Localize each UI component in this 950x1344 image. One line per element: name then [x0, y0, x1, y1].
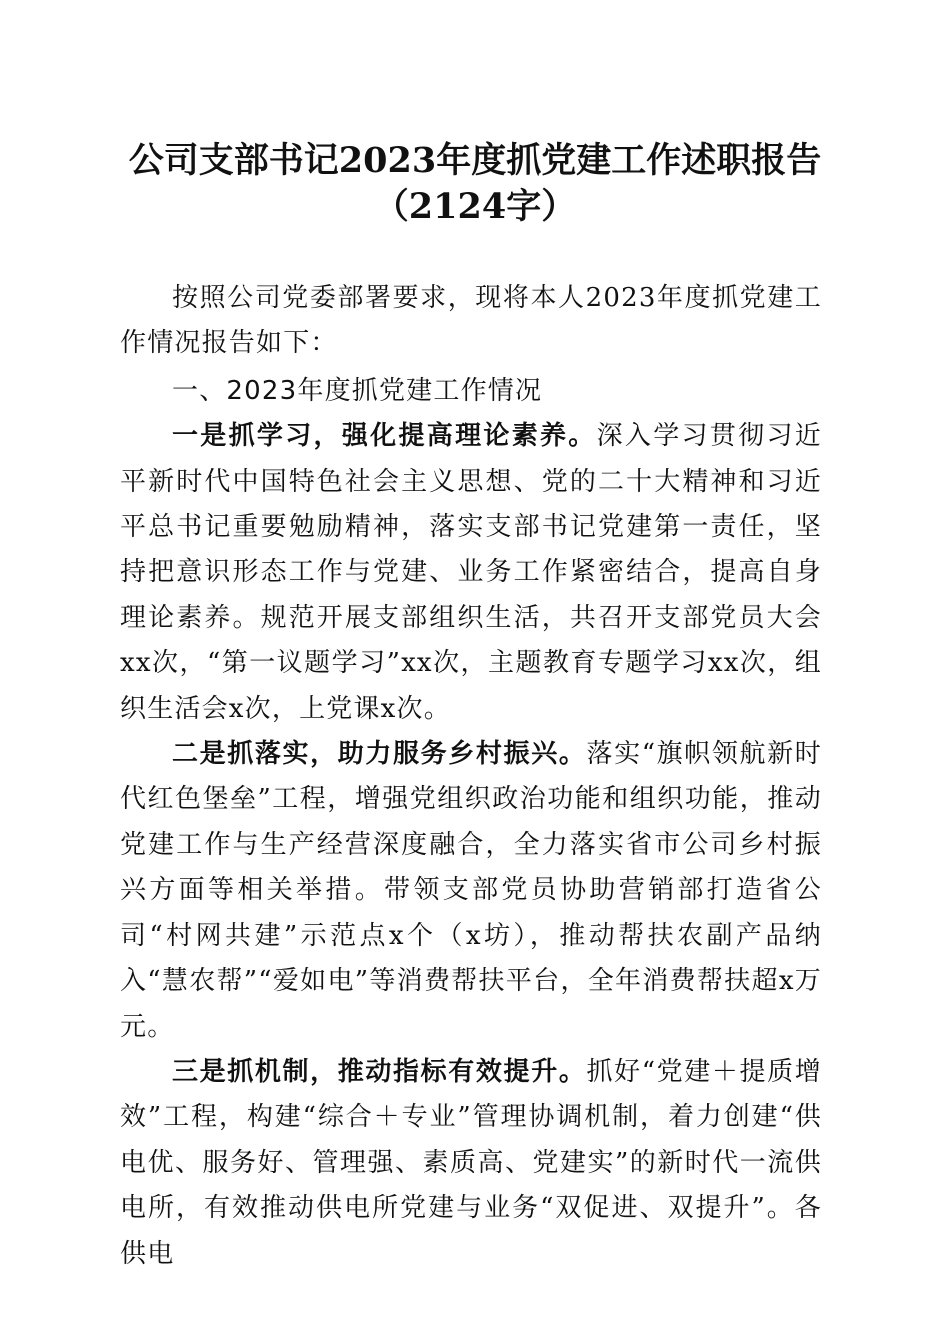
document-body: [120, 276, 822, 1277]
paragraph-text: 抓好“党建＋提质增效”工程，构建“综合＋专业”管理协调机制，着力创建“供电优、服务好、管理强、素质高、党建实”的新时代一流供电所，有效推动供电所党建与业务“双促进、双提升”。各供电: [120, 1056, 822, 1269]
paragraph-lead: 二是抓落实，助力服务乡村振兴。: [172, 739, 587, 770]
document-title: 公司支部书记2023年度抓党建工作述职报告: [128, 140, 822, 181]
paragraph-lead: 三是抓机制，推动指标有效提升。: [172, 1056, 587, 1087]
intro-paragraph: 按照公司党委部署要求，现将本人2023年度抓党建工作情况报告如下：: [120, 283, 822, 359]
paragraph-text: 深入学习贯彻习近平新时代中国特色社会主义思想、党的二十大精神和习近平总书记重要勉励精神，落实支部书记党建第一责任，坚持把意识形态工作与党建、业务工作紧密结合，提高自身理论素养。规范开展支部组织生活，共召开支部党员大会xx次，“第一议题学习”xx次，主题教育专题学习xx次，组织生活会x次，上党课x次。: [120, 421, 822, 724]
document-word-count: （2124字）: [373, 186, 577, 227]
paragraph-text: 落实“旗帜领航新时代红色堡垒”工程，增强党组织政治功能和组织功能，推动党建工作与生产经营深度融合，全力落实省市公司乡村振兴方面等相关举措。带领支部党员协助营销部打造省公司“村网共建”示范点x个（x坊），推动帮扶农副产品纳入“慧农帮”“爱如电”等消费帮扶平台，全年消费帮扶超x万元。: [120, 739, 822, 1042]
paragraph-study: [120, 414, 822, 732]
paragraph-implementation: [120, 732, 822, 1050]
paragraph-mechanism: [120, 1050, 822, 1277]
section-heading: 一、2023年度抓党建工作情况: [172, 375, 543, 406]
paragraph-lead: 一是抓学习，强化提高理论素养。: [172, 421, 597, 452]
